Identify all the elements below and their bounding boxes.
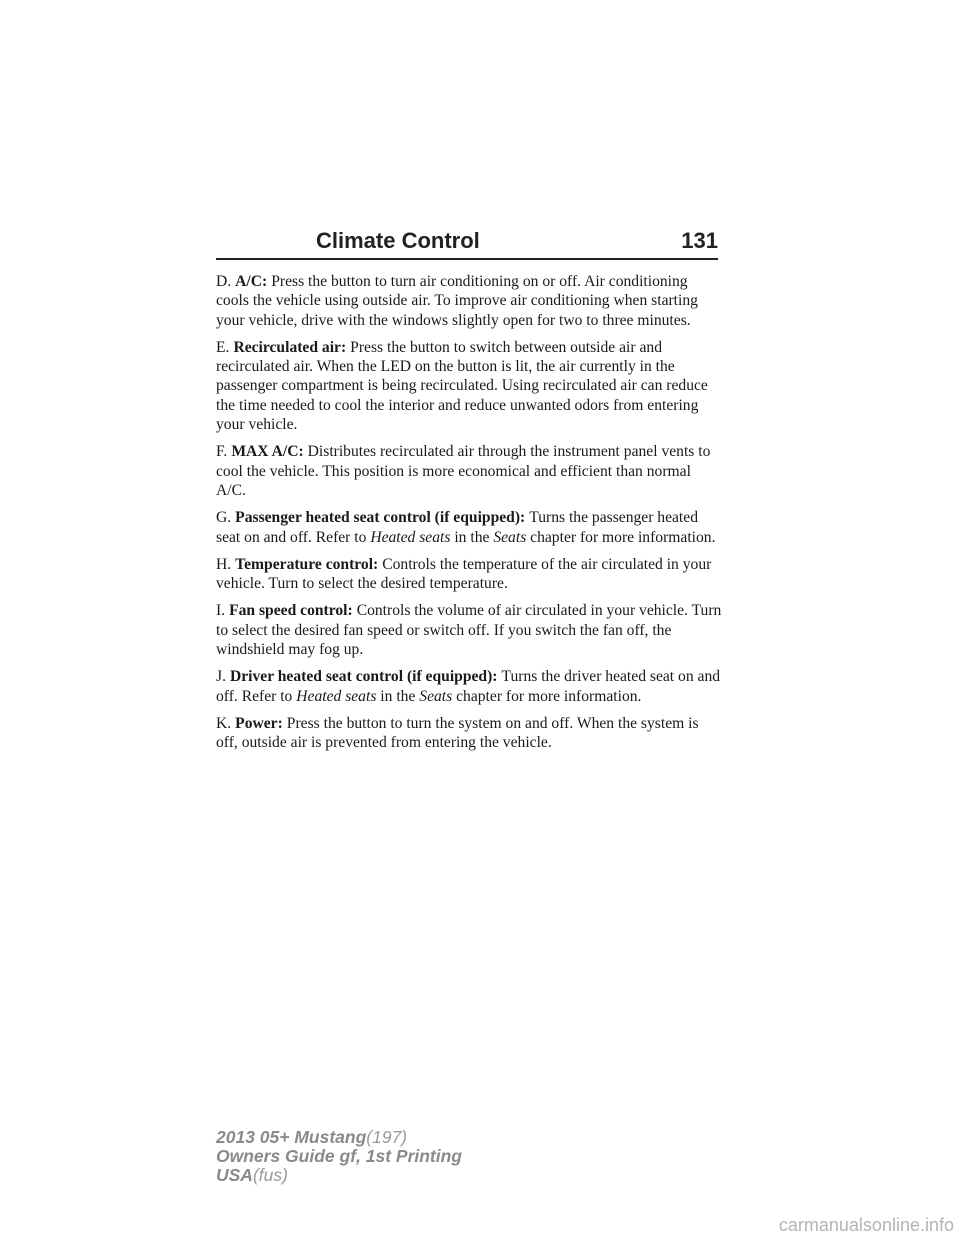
item-text: Press the button to turn the system on and off. When the system is off, outside air is prevented from entering the vehicle.: [216, 714, 699, 752]
list-item: [216, 442, 722, 500]
item-term: Passenger heated seat control (if equipped):: [235, 509, 526, 527]
footer-line-2: [216, 1147, 462, 1166]
chapter-reference: Seats: [493, 528, 527, 546]
item-letter: H.: [216, 555, 232, 573]
item-text: Turns the driver heated seat on and off. Refer to: [216, 668, 721, 705]
footer-line-3: [216, 1166, 462, 1185]
cross-reference: Heated seats: [370, 528, 451, 546]
footer-edition: Owners Guide gf, 1st Printing: [216, 1146, 462, 1166]
item-term: Fan speed control:: [229, 602, 353, 620]
footer-line-1: [216, 1128, 462, 1147]
list-item: [216, 338, 722, 434]
list-item: [216, 601, 722, 659]
item-text: Distributes recirculated air through the instrument panel vents to cool the vehicle. This position is more economical and efficient than normal A/C.: [216, 443, 711, 499]
item-term: A/C:: [235, 273, 268, 290]
footer-market: USA: [216, 1165, 253, 1185]
list-item: [216, 667, 722, 706]
item-letter: E.: [216, 338, 230, 356]
item-letter: D.: [216, 273, 232, 290]
item-text: chapter for more information.: [456, 687, 642, 705]
content: [216, 272, 722, 761]
item-letter: F.: [216, 443, 228, 461]
page-header: [216, 228, 718, 260]
footer-code: (197): [366, 1127, 408, 1147]
item-text: Controls the temperature of the air circulated in your vehicle. Turn to select the desired temperature.: [216, 555, 712, 593]
watermark: carmanualsonline.info: [778, 1215, 954, 1235]
item-term: Power:: [235, 714, 283, 732]
footer-market-code: (fus): [252, 1165, 288, 1185]
footer: [216, 1128, 462, 1185]
header-rule: [216, 258, 718, 260]
item-term: Temperature control:: [235, 555, 379, 573]
item-letter: G.: [216, 509, 232, 527]
item-text: in the: [380, 687, 416, 705]
page-title: Climate Control: [316, 228, 480, 253]
item-letter: I.: [216, 602, 226, 620]
item-term: Driver heated seat control (if equipped):: [229, 668, 498, 686]
chapter-reference: Seats: [419, 687, 453, 705]
item-text: Press the button to switch between outside air and recirculated air. When the LED on the button is lit, the air currently in the passenger compartment is being recirculated. Using recirculated air can reduce the time needed to cool the interior and reduce unwanted odors from entering your vehicle.: [216, 338, 708, 434]
page-number: 131: [681, 228, 718, 253]
item-letter: J.: [216, 668, 226, 686]
item-text: chapter for more information.: [530, 528, 716, 546]
item-letter: K.: [216, 714, 232, 732]
cross-reference: Heated seats: [296, 687, 377, 705]
footer-model: 2013 05+ Mustang: [216, 1127, 367, 1147]
list-item: [216, 272, 722, 330]
list-item: [216, 508, 722, 547]
item-term: Recirculated air:: [233, 338, 347, 356]
item-text: Controls the volume of air circulated in your vehicle. Turn to select the desired fan speed or switch off. If you switch the fan off, the windshield may fog up.: [216, 602, 722, 659]
item-text: in the: [454, 528, 490, 546]
list-item: [216, 714, 722, 753]
list-item: [216, 555, 722, 594]
item-text: Turns the passenger heated seat on and off. Refer to: [216, 509, 698, 546]
item-text: Press the button to turn air conditioning on or off. Air conditioning cools the vehicle using outside air. To improve air conditioning when starting your vehicle, drive with the windows slightly open for two to three minutes.: [216, 273, 698, 329]
item-term: MAX A/C:: [231, 443, 304, 461]
